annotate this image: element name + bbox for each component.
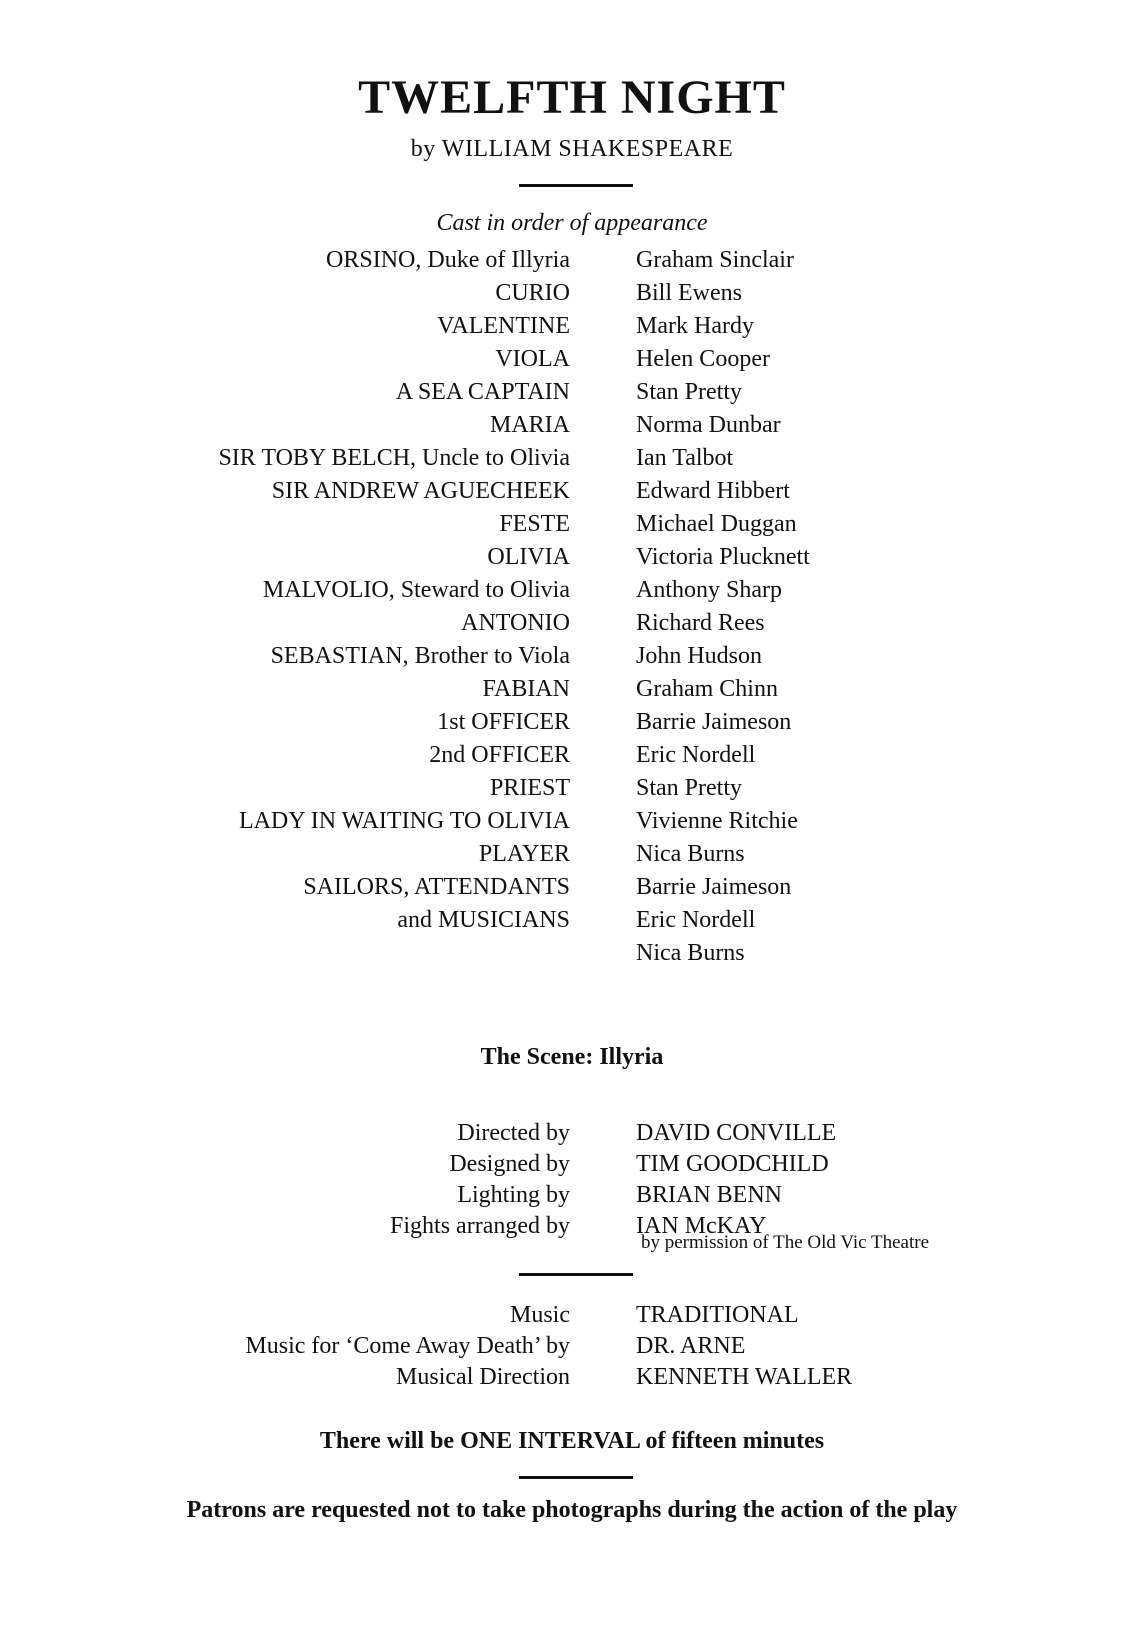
role-name: 2nd OFFICER [429, 742, 570, 768]
role-name: FABIAN [482, 676, 570, 702]
credit-name: BRIAN BENN [636, 1182, 783, 1208]
cast-row [0, 607, 1144, 640]
role-name: SIR ANDREW AGUECHEEK [271, 478, 570, 504]
role-name: LADY IN WAITING TO OLIVIA [238, 808, 570, 834]
role-name: ORSINO, Duke of Illyria [326, 247, 570, 273]
cast-row [0, 442, 1144, 475]
credit-label: Designed by [449, 1151, 570, 1177]
permission-note: by permission of The Old Vic Theatre [641, 1232, 930, 1253]
actor-name: Mark Hardy [636, 313, 754, 339]
role-name: 1st OFFICER [437, 709, 570, 735]
cast-row [0, 706, 1144, 739]
role-name: PLAYER [478, 841, 570, 867]
role-name: VIOLA [495, 346, 570, 372]
role-name: SEBASTIAN, Brother to Viola [270, 643, 570, 669]
actor-name: Michael Duggan [636, 511, 797, 537]
cast-row [0, 673, 1144, 706]
credit-row [0, 1211, 1144, 1242]
actor-name: Victoria Plucknett [636, 544, 810, 570]
actor-name: Nica Burns [636, 940, 745, 966]
role-name: MALVOLIO, Steward to Olivia [262, 577, 570, 603]
credit-row [0, 1331, 1144, 1362]
actor-name: John Hudson [636, 643, 763, 669]
credit-row [0, 1362, 1144, 1393]
cast-row [0, 343, 1144, 376]
role-name: VALENTINE [437, 313, 570, 339]
cast-row [0, 541, 1144, 574]
actor-name: Norma Dunbar [636, 412, 781, 438]
interval-notice: There will be ONE INTERVAL of fifteen minutes [319, 1428, 825, 1454]
role-name: SAILORS, ATTENDANTS [303, 874, 570, 900]
credit-row [0, 1118, 1144, 1149]
credit-label: Music for ‘Come Away Death’ by [245, 1333, 570, 1359]
cast-row [0, 772, 1144, 805]
cast-row [0, 805, 1144, 838]
role-name: FESTE [499, 511, 570, 537]
role-name: PRIEST [489, 775, 570, 801]
actor-name: Anthony Sharp [636, 577, 782, 603]
credit-name: IAN McKAY [636, 1213, 767, 1239]
credit-name: DR. ARNE [636, 1333, 746, 1359]
role-name: and MUSICIANS [397, 907, 570, 933]
credit-row [0, 1300, 1144, 1331]
actor-name: Edward Hibbert [636, 478, 790, 504]
credit-row [0, 1149, 1144, 1180]
actor-name: Stan Pretty [636, 775, 742, 801]
role-name: CURIO [495, 280, 570, 306]
cast-row [0, 277, 1144, 310]
divider-rule [519, 184, 633, 187]
actor-name: Graham Chinn [636, 676, 778, 702]
cast-heading: Cast in order of appearance [436, 210, 708, 236]
role-name: OLIVIA [487, 544, 570, 570]
credit-label: Musical Direction [396, 1364, 570, 1390]
photography-notice: Patrons are requested not to take photographs during the action of the play [186, 1497, 958, 1523]
actor-name: Barrie Jaimeson [636, 874, 792, 900]
actor-name: Eric Nordell [636, 742, 756, 768]
cast-row [0, 475, 1144, 508]
credit-label: Fights arranged by [390, 1213, 570, 1239]
music-credits [0, 1300, 1144, 1393]
credit-label: Lighting by [457, 1182, 570, 1208]
actor-name: Richard Rees [636, 610, 765, 636]
credit-row [0, 1180, 1144, 1211]
credit-name: TRADITIONAL [636, 1302, 799, 1328]
cast-row [0, 904, 1144, 937]
credit-name: TIM GOODCHILD [636, 1151, 829, 1177]
role-name: MARIA [489, 412, 570, 438]
actor-name: Vivienne Ritchie [636, 808, 798, 834]
actor-name: Ian Talbot [636, 445, 734, 471]
cast-row [0, 574, 1144, 607]
cast-list [0, 244, 1144, 970]
role-name: A SEA CAPTAIN [395, 379, 570, 405]
cast-row [0, 376, 1144, 409]
cast-row [0, 640, 1144, 673]
role-name: SIR TOBY BELCH, Uncle to Olivia [218, 445, 570, 471]
cast-row [0, 871, 1144, 904]
cast-row [0, 508, 1144, 541]
actor-name: Nica Burns [636, 841, 745, 867]
credit-label: Directed by [457, 1120, 570, 1146]
cast-row [0, 244, 1144, 277]
author-byline: by WILLIAM SHAKESPEARE [410, 136, 734, 162]
cast-row [0, 937, 1144, 970]
divider-rule [519, 1273, 633, 1276]
cast-row [0, 409, 1144, 442]
cast-row [0, 310, 1144, 343]
actor-name: Helen Cooper [636, 346, 770, 372]
actor-name: Stan Pretty [636, 379, 742, 405]
actor-name: Graham Sinclair [636, 247, 794, 273]
credit-name: DAVID CONVILLE [636, 1120, 837, 1146]
credit-label: Music [510, 1302, 570, 1328]
divider-rule [519, 1476, 633, 1479]
play-title: TWELFTH NIGHT [358, 71, 786, 124]
actor-name: Bill Ewens [636, 280, 742, 306]
credit-name: KENNETH WALLER [636, 1364, 853, 1390]
cast-row [0, 838, 1144, 871]
production-credits [0, 1118, 1144, 1242]
cast-row [0, 739, 1144, 772]
role-name: ANTONIO [461, 610, 570, 636]
actor-name: Eric Nordell [636, 907, 756, 933]
scene-setting: The Scene: Illyria [480, 1044, 664, 1070]
actor-name: Barrie Jaimeson [636, 709, 792, 735]
